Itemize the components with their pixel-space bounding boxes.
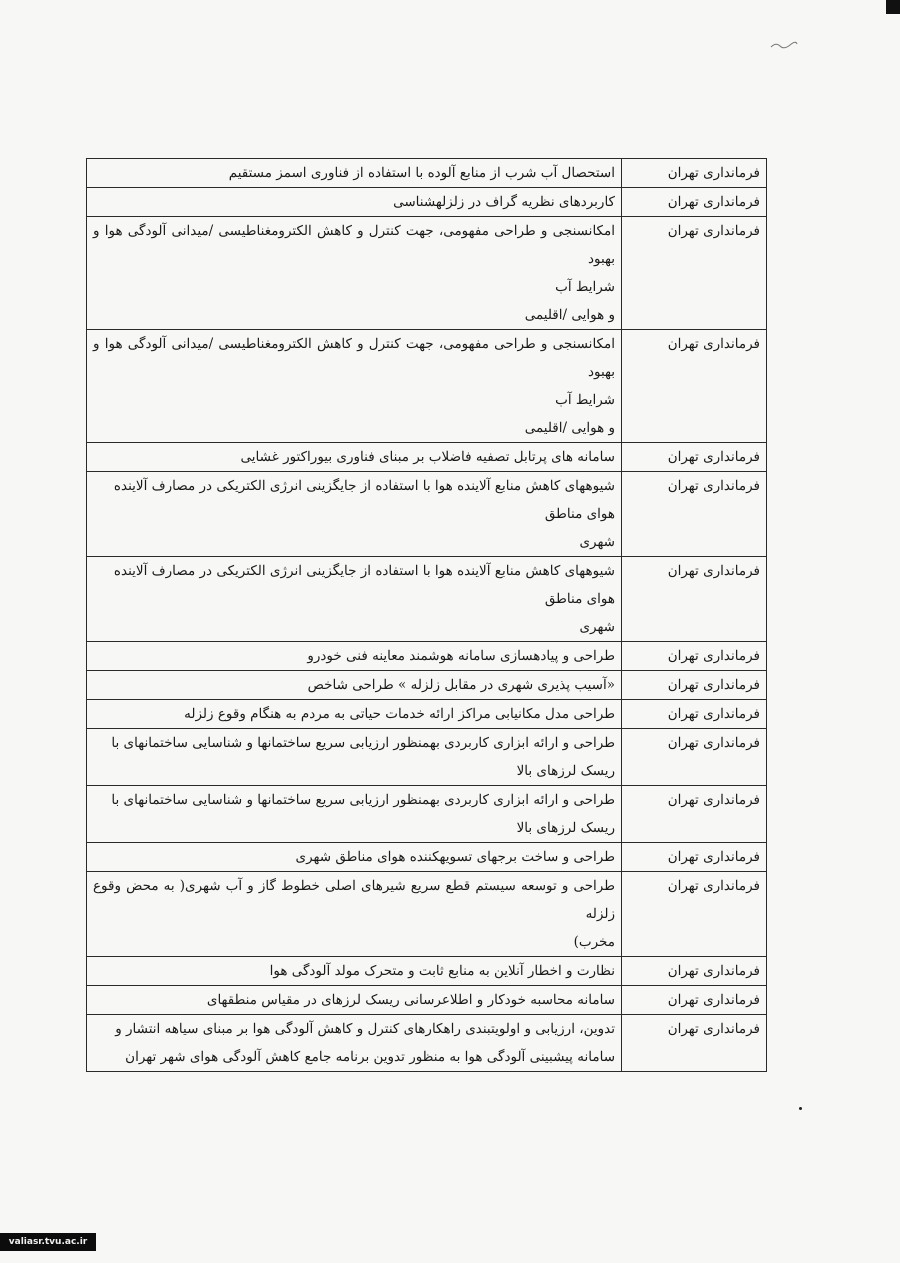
topic-line: امکانسنجی و طراحی مفهومی، جهت کنترل و کاهش الکترومغناطیسی /میدانی آلودگی هوا و بهبود bbox=[93, 223, 615, 267]
topic-line: شهری bbox=[579, 619, 615, 635]
topic-cell bbox=[87, 642, 622, 671]
table-row bbox=[87, 443, 767, 472]
topic-line: هوای مناطق bbox=[544, 591, 615, 607]
table-row bbox=[87, 986, 767, 1015]
table-row bbox=[87, 217, 767, 330]
organization-cell: فرمانداری تهران bbox=[622, 188, 767, 217]
organization-cell: فرمانداری تهران bbox=[622, 786, 767, 843]
topic-line: سامانه محاسبه خودکار و اطلاعرسانی ریسک لرزهای در مقیاس منطقهای bbox=[206, 992, 615, 1008]
topic-line: ریسک لرزهای بالا bbox=[516, 820, 615, 836]
topic-cell bbox=[87, 957, 622, 986]
table-row bbox=[87, 700, 767, 729]
topic-cell bbox=[87, 217, 622, 330]
topic-line: طراحی مدل مکانیابی مراکز ارائه خدمات حیاتی به مردم به هنگام وقوع زلزله bbox=[184, 706, 615, 722]
topic-line: مخرب) bbox=[573, 934, 615, 950]
projects-table bbox=[86, 158, 767, 1072]
organization-cell: فرمانداری تهران bbox=[622, 671, 767, 700]
topic-cell bbox=[87, 443, 622, 472]
table-row bbox=[87, 786, 767, 843]
topic-line: نظارت و اخطار آنلاین به منابع ثابت و متحرک مولد آلودگی هوا bbox=[269, 963, 615, 979]
topic-cell bbox=[87, 843, 622, 872]
topic-cell bbox=[87, 188, 622, 217]
site-watermark: valiasr.tvu.ac.ir bbox=[0, 1233, 96, 1251]
topic-cell bbox=[87, 700, 622, 729]
organization-cell: فرمانداری تهران bbox=[622, 330, 767, 443]
table-row bbox=[87, 642, 767, 671]
topic-cell bbox=[87, 159, 622, 188]
topic-line: شرایط آب bbox=[555, 279, 615, 295]
organization-cell: فرمانداری تهران bbox=[622, 986, 767, 1015]
table-row bbox=[87, 1015, 767, 1072]
topic-line: تدوین، ارزیابی و اولویتبندی راهکارهای کنترل و کاهش آلودگی هوا بر مبنای سیاهه انتشار و bbox=[115, 1021, 615, 1037]
organization-cell: فرمانداری تهران bbox=[622, 1015, 767, 1072]
table-row bbox=[87, 472, 767, 557]
topic-line: کاربردهای نظریه گراف در زلزلهشناسی bbox=[393, 194, 615, 210]
organization-cell: فرمانداری تهران bbox=[622, 957, 767, 986]
dust-speck bbox=[799, 1107, 802, 1110]
organization-cell: فرمانداری تهران bbox=[622, 642, 767, 671]
topic-line: هوای مناطق bbox=[544, 506, 615, 522]
table-row bbox=[87, 843, 767, 872]
topic-line: شهری bbox=[579, 534, 615, 550]
organization-cell: فرمانداری تهران bbox=[622, 872, 767, 957]
topic-line: شیوههای کاهش منابع آلاینده هوا با استفاده از جایگزینی انرژی الکتریکی در مصارف آلاینده bbox=[113, 563, 615, 579]
organization-cell: فرمانداری تهران bbox=[622, 843, 767, 872]
organization-cell: فرمانداری تهران bbox=[622, 472, 767, 557]
organization-cell: فرمانداری تهران bbox=[622, 217, 767, 330]
topic-cell bbox=[87, 872, 622, 957]
topic-line: شیوههای کاهش منابع آلاینده هوا با استفاده از جایگزینی انرژی الکتریکی در مصارف آلاینده bbox=[113, 478, 615, 494]
organization-cell: فرمانداری تهران bbox=[622, 729, 767, 786]
topic-line: استحصال آب شرب از منابع آلوده با استفاده از فناوری اسمز مستقیم bbox=[228, 165, 615, 181]
topic-line: طراحی و ساخت برجهای تسویهکننده هوای مناطق شهری bbox=[295, 849, 615, 865]
table-row bbox=[87, 729, 767, 786]
organization-cell: فرمانداری تهران bbox=[622, 159, 767, 188]
topic-line: سامانه پیشبینی آلودگی هوا به منظور تدوین برنامه جامع کاهش آلودگی هوای شهر تهران bbox=[125, 1049, 615, 1065]
topic-cell bbox=[87, 472, 622, 557]
pen-mark bbox=[770, 40, 798, 50]
topic-line: طراحی و پیادهسازی سامانه هوشمند معاینه فنی خودرو bbox=[307, 648, 615, 664]
topic-cell bbox=[87, 671, 622, 700]
topic-cell bbox=[87, 330, 622, 443]
table-row bbox=[87, 330, 767, 443]
topic-line: طراحی و توسعه سیستم قطع سریع شیرهای اصلی خطوط گاز و آب شهری( به محض وقوع زلزله bbox=[93, 878, 615, 922]
topic-cell bbox=[87, 1015, 622, 1072]
topic-cell bbox=[87, 986, 622, 1015]
organization-cell: فرمانداری تهران bbox=[622, 443, 767, 472]
topic-line: «آسیب پذیری شهری در مقابل زلزله » طراحی شاخص bbox=[307, 677, 615, 693]
corner-scan-mark bbox=[886, 0, 900, 14]
topic-cell bbox=[87, 729, 622, 786]
table-row bbox=[87, 872, 767, 957]
organization-cell: فرمانداری تهران bbox=[622, 700, 767, 729]
table-row bbox=[87, 957, 767, 986]
topic-line: شرایط آب bbox=[555, 392, 615, 408]
table-row bbox=[87, 557, 767, 642]
topic-line: طراحی و ارائه ابزاری کاربردی بهمنظور ارزیابی سریع ساختمانها و شناسایی ساختمانهای با bbox=[111, 735, 615, 751]
topic-line: سامانه های پرتابل تصفیه فاضلاب بر مبنای فناوری بیوراکتور غشایی bbox=[240, 449, 615, 465]
table-row bbox=[87, 671, 767, 700]
topic-line: ریسک لرزهای بالا bbox=[516, 763, 615, 779]
topic-cell bbox=[87, 557, 622, 642]
topic-cell bbox=[87, 786, 622, 843]
table-row bbox=[87, 159, 767, 188]
topic-line: امکانسنجی و طراحی مفهومی، جهت کنترل و کاهش الکترومغناطیسی /میدانی آلودگی هوا و بهبود bbox=[93, 336, 615, 380]
topic-line: و هوایی /اقلیمی bbox=[524, 307, 615, 323]
table-row bbox=[87, 188, 767, 217]
organization-cell: فرمانداری تهران bbox=[622, 557, 767, 642]
topic-line: طراحی و ارائه ابزاری کاربردی بهمنظور ارزیابی سریع ساختمانها و شناسایی ساختمانهای با bbox=[111, 792, 615, 808]
topic-line: و هوایی /اقلیمی bbox=[524, 420, 615, 436]
